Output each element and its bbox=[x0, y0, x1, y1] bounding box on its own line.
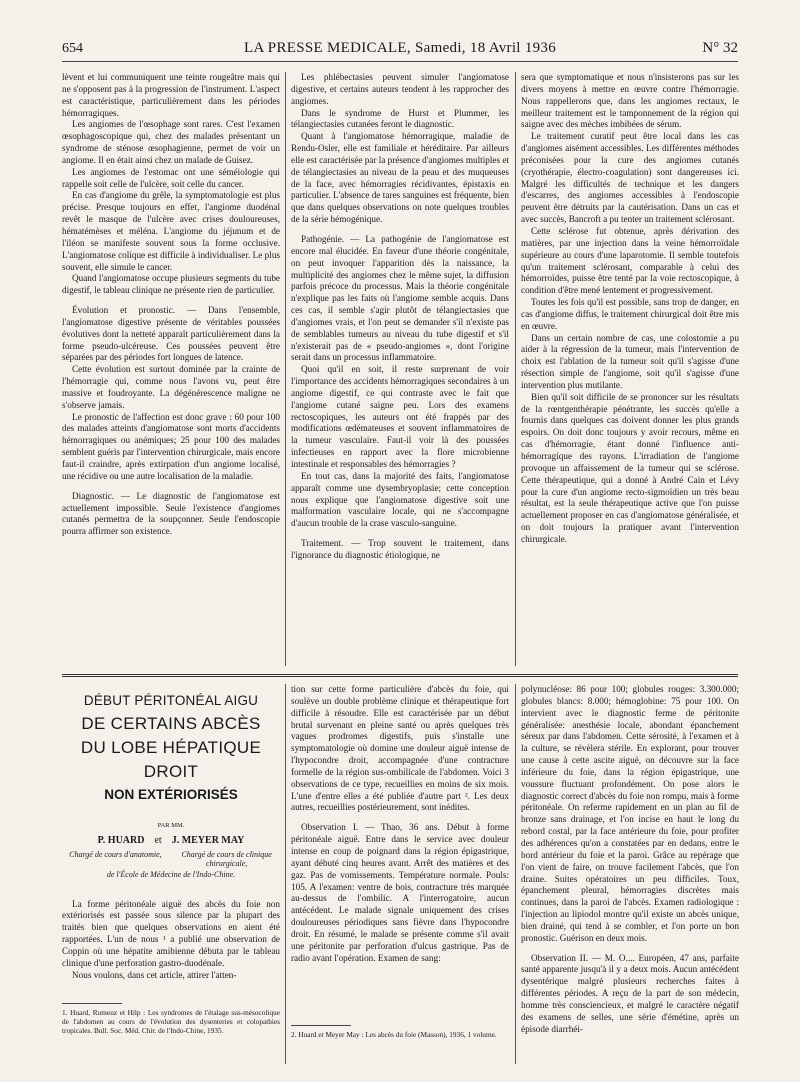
author-1: P. HUARD bbox=[97, 834, 145, 846]
paragraph: Quoi qu'il en soit, il reste surprenant de voir l'importance des accidents hémorragiques secondaires à un angiome digestif, ce qui contraste avec le fait que l'angiome cutané saigne peu. Lors des examens rectoscopiques, les auteurs ont été frappés par des modifications œdémateuses et souvent inflammatoires de la tumeur vasculaire. Faut-il voir là des poussées infectieuses en rapport avec la flore microbienne intestinale et responsables des hémorragies ? bbox=[291, 364, 509, 469]
journal-title: LA PRESSE MEDICALE, Samedi, 18 Avril 1936 bbox=[243, 40, 557, 56]
page-header bbox=[62, 40, 738, 62]
issue-number: N° 32 bbox=[702, 40, 738, 56]
paragraph: Les angiomes de l'estomac ont une séméiologie qui rappelle soit celle de l'ulcère, soit celle du cancer. bbox=[62, 166, 280, 189]
footnote-rule bbox=[291, 1025, 351, 1026]
footnote-rule bbox=[62, 1003, 122, 1004]
paragraph: Le traitement curatif peut être local dans les cas d'angiomes aisément accessibles. Les différentes méthodes préconisées pour la cure des angiomes cutanés (cryothérapie, électro-coagulation) sont dangereuses ici. Malgré les difficultés de technique et les dangers d'escarres, des angiomes accessibles à l'endoscopie peuvent être détruits par la cautérisation. Dans un cas et avec succès, Bancroft a pu tenter un traitement sclérosant. bbox=[521, 131, 739, 225]
footnote-1: 1. Huard, Rumeuz et Hilp : Les syndromes de l'étalage sus-mésocolique de l'abdomen au cours de l'évolution des dysenteries et colopathies tropicales. Bull. Soc. Méd. Chir. de l'Indo-Chine, 1935. bbox=[62, 1008, 280, 1036]
column-3 bbox=[521, 72, 739, 666]
paragraph: Les phlébectasies peuvent simuler l'angiomatose digestive, et certains auteurs tendent à les rapprocher des angiomes. bbox=[291, 72, 509, 106]
observation-1: Observation I. — Thao, 36 ans. Début à forme péritonéale aiguë. Entre dans le service avec douleur intense en coup de poignard dans la région épigastrique, ayant débuté cinq heures avant. Arrêt des matières et des gaz. Pas de vomissements. Température normale. Pouls: 105. A l'examen: ventre de bois, contracture très marquée au-dessus de l'ombilic. A l'interrogatoire, aucun antécédent. Le malade signale uniquement des crises douloureuses périodiques sans fièvre dans l'hypocondre droit. En résumé, le malade se présente comme s'il avait une péritonite par perforation d'ulcus gastrique. Pas de radio avant l'opération. Examen de sang: bbox=[291, 822, 509, 963]
section-separator bbox=[62, 674, 738, 677]
section-pathogenie: Pathogénie. — La pathogénie de l'angiomatose est encore mal élucidée. En faveur d'une théorie congénitale, on peut invoquer l'apparition dès la naissance, la multiplicité des angiomes chez le même sujet, la diffusion parfois précoce du processus. Mais la théorie congénitale n'explique pas les faits où l'angiome semble acquis. Dans ces cas, il semble s'agir plutôt de télangiectasies que d'angiomes vrais, et l'on peut se demander s'il n'existe pas de semblables tumeurs au niveau du tube digestif et s'il n'existerait pas de « pseudo-angiomes », dont l'origine serait dans un processus inflammatoire. bbox=[291, 233, 509, 363]
paragraph: Quand l'angiomatose occupe plusieurs segments du tube digestif, le tableau clinique ne présente rien de particulier. bbox=[62, 273, 280, 296]
paragraph: Cette sclérose fut obtenue, après dérivation des matières, par une injection dans la veine hémorroïdale supérieure au cours d'une laparotomie. Il semble toutefois qu'un traitement sclérosant, comparable à celui des hémorroïdes, puisse être tenté par la voie rectoscopique, à condition d'être mené lentement et progressivement. bbox=[521, 225, 739, 296]
column-1 bbox=[62, 72, 280, 666]
paragraph: Les angiomes de l'œsophage sont rares. C'est l'examen œsophagoscopique qui, chez des malades présentant un syndrome de sténose œsophagienne, permet de voir un angiome. Il en était ainsi chez un malade de Guisez. bbox=[62, 119, 280, 165]
paragraph: tion sur cette forme particulière d'abcès du foie, qui soulève un double problème clinique et thérapeutique fort difficile à résoudre. Elle est caractérisée par un début brutal survenant en pleine santé ou après quelques très vagues prodromes digestifs, puis s'installe une symptomatologie où domine une douleur aiguë intense de l'hypocondre droit, accompagnée d'une contracture formelle de la région sus-ombilicale de l'abdomen. Voici 3 observations de ce type, recueillies en moins de six mois. L'une d'entre elles a été publiée d'autre part ². Les deux autres, recueillies postérieurement, sont inédites. bbox=[291, 684, 509, 813]
paragraph: Dans un certain nombre de cas, une colostomie a pu aider à la régression de la tumeur, mais l'intervention de choix est l'ablation de la tumeur soit qu'il s'agisse d'une résection simple de l'angiome, soit qu'il s'agisse d'une intervention plus mutilante. bbox=[521, 332, 739, 390]
article-column-1 bbox=[62, 684, 280, 1002]
paragraph: Le pronostic de l'affection est donc grave : 60 pour 100 des malades atteints d'angiomatose sont morts d'accidents hémorragiques ou anémiques; 25 pour 100 des malades semblent guéris par l'intervention chirurgicale, mais encore faut-il craindre, après extirpation d'un angiome localisé, une récidive ou une autre localisation de la maladie. bbox=[62, 411, 280, 481]
section-evolution: Évolution et pronostic. — Dans l'ensemble, l'angiomatose digestive présente de véritables poussées évolutives dont la netteté apparaît particulièrement dans la forme pseudo-ulcéreuse. Ces poussées peuvent être séparées par des périodes fort longues de latence. bbox=[62, 305, 280, 363]
paragraph: lèvent et lui communiquent une teinte rougeâtre mais qui ne s'opposent pas à la progression de l'instrument. L'aspect est caractéristique, particulièrement dans les périodes hémorragiques. bbox=[62, 72, 280, 118]
paragraph: Dans le syndrome de Hurst et Plummer, les télangiectasies cutanées feront le diagnostic. bbox=[291, 107, 509, 130]
column-divider bbox=[515, 684, 516, 1064]
authors bbox=[62, 835, 280, 847]
affiliation-1: Chargé de cours d'anatomie, bbox=[69, 849, 162, 859]
affiliation-2: Chargé de cours de clinique chirurgicale, bbox=[181, 849, 272, 869]
affiliation-school: de l'École de Médecine de l'Indo-Chine. bbox=[106, 869, 236, 879]
article-title-line: NON EXTÉRIORISÉS bbox=[104, 787, 238, 802]
affiliations bbox=[62, 850, 280, 869]
paragraph: Cette évolution est surtout dominée par la crainte de l'hémorragie qui, comme nous l'avons vu, peut être massive et foudroyante. La dégénérescence maligne ne s'observe jamais. bbox=[62, 364, 280, 410]
section-traitement: Traitement. — Trop souvent le traitement, dans l'ignorance du diagnostic étiologique, ne bbox=[291, 538, 509, 560]
paragraph: Quant à l'angiomatose hémorragique, maladie de Rendu-Osler, elle est familiale et héréditaire. Par ailleurs elle est caractérisée par la présence d'angiomes multiples et de télangiectasies au niveau de la peau et des muqueuses de la face, avec hémorragies récidivantes, épistaxis en particulier. L'absence de tares sanguines est fréquente, bien que dans quelques observations on note quelques troubles de la série hémogénique. bbox=[291, 131, 509, 225]
column-divider bbox=[285, 72, 286, 666]
page-number: 654 bbox=[62, 41, 83, 56]
article-title-line: DU LOBE HÉPATIQUE DROIT bbox=[80, 738, 262, 781]
article-title-line: DÉBUT PÉRITONÉAL AIGU bbox=[83, 693, 259, 708]
paragraph: Bien qu'il soit difficile de se prononcer sur les résultats de la rœntgenthérapie pénétrante, les succès qu'elle a fournis dans quelques cas doivent donner les plus grands espoirs. On doit donc toujours y avoir recours, même en cas d'hémorragie, étant donné l'influence anti-hémorragique des rayons. L'irradiation de l'angiome provoque un affaissement de la tumeur qui se sclérose. Cette thérapeutique, qui a donné à André Cain et Lévy pour la cure d'un angiome recto-sigmoïdien un très beau résultat, est la seule thérapeutique active que l'on puisse actuellement proposer en cas d'angiomatose généralisée, et on doit toujours la pratiquer avant l'intervention chirurgicale. bbox=[521, 391, 739, 544]
article-title-block bbox=[62, 690, 280, 881]
column-divider bbox=[515, 72, 516, 666]
author-2: J. MEYER MAY bbox=[171, 834, 245, 846]
paragraph: polynucléose: 86 pour 100; globules rouges: 3.300.000; globules blancs: 8.000; hémoglobine: 75 pour 100. On intervient avec le diagnostic ferme de péritonite généralisée: anesthésie locale, abondant épanchement séreux par dans l'abdomen. Cette sérosité, à l'examen et à la culture, se révèlera stérile. En explorant, pour trouver une cause à cette ascite aiguë, on découvre sur la face inférieure du foie, dans la région épigastrique, une voussure fluctuant profondément. On pose alors le diagnostic correct d'abcès du foie non rompu, mais à forme péritonéale. On referme rapidement en un plan au fil de bronze sans drainage, et l'on incise en haut le long du rebord costal, par la face antérieure du foie, pour profiter des adhérences qu'on a constatées par en dedans, entre le bord antérieur du foie et la paroi. Grâce au repérage que l'on vient de faire, on trouve facilement l'abcès, que l'on draine. Suites opératoires un peu difficiles. Toux, épanchement pleural, hémorragies discrètes mais continues, dans la paroi de l'abcès. Examen radiologique : l'injection au lipiodol montre qu'il existe un abcès unique, bien drainé, qui tend à se combler, et l'on porte un bon pronostic. Guérison en deux mois. bbox=[521, 684, 739, 943]
paragraph: La forme péritonéale aiguë des abcès du foie non extériorisés est passée sous silence par la plupart des traités bien que quelques observations en aient été rapportées. L'un de nous ¹ a publié une observation de Coppin où une hépatite amibienne débuta par le tableau clinique d'une perforation gastro-duodénale. bbox=[62, 898, 280, 968]
paragraph: En tout cas, dans la majorité des faits, l'angiomatose apparaît comme une dysembryoplasie; cette conception nous explique que l'angiomatose digestive soit une malformation vasculaire locale, qui ne s'accompagne d'aucun trouble de la crase vasculo-sanguine. bbox=[291, 470, 509, 529]
article-column-2 bbox=[291, 684, 509, 984]
paragraph: Nous voulons, dans cet article, attirer l'atten- bbox=[72, 969, 237, 980]
observation-2: Observation II. — M. O.... Européen, 47 ans, parfaite santé apparente jusqu'à il y a deux mois. Aucun antécédent dysentérique malgré plusieurs recherches faites à différentes périodes. A reçu de la part de son médecin, homme très consciencieux, et malgré le caractère négatif des examens de selles, une série d'émétine, après un épisode diarrhéi- bbox=[521, 952, 739, 1034]
footnote-2: 2. Huard et Meyer May : Les abcès du foie (Masson), 1936, 1 volume. bbox=[291, 1030, 497, 1039]
column-2 bbox=[291, 72, 509, 666]
byline-par: PAR MM. bbox=[157, 822, 185, 829]
section-diagnostic: Diagnostic. — Le diagnostic de l'angiomatose est actuellement impossible. Seule l'existence d'angiomes cutanés permettra de la soupçonner. Seule l'endoscopie pourra affirmer son existence. bbox=[62, 490, 280, 537]
article-column-3 bbox=[521, 684, 739, 1064]
article-title-line: DE CERTAINS ABCÈS bbox=[81, 714, 261, 733]
author-conjunction: et bbox=[154, 834, 162, 846]
paragraph: En cas d'angiome du grêle, la symptomatologie est plus précise. Presque toujours en effet, l'angiome duodénal revêt le masque de l'ulcère avec crises douloureuses, hématémèses et méléna. L'angiome du jéjunum et de l'iléon se manifeste souvent sous la forme occlusive. L'angiomatose colique est difficile à individualiser. Le plus souvent, elle simule le cancer. bbox=[62, 190, 280, 272]
column-divider bbox=[285, 684, 286, 1064]
paragraph: Toutes les fois qu'il est possible, sans trop de danger, en cas d'angiome diffus, le traitement chirurgical doit être mis en œuvre. bbox=[521, 297, 739, 331]
paragraph: sera que symptomatique et nous n'insisterons pas sur les divers moyens à mettre en œuvre contre l'hémorragie. Nous rappellerons que, dans les angiomes rectaux, le meilleur traitement est le tamponnement de la région qui saigne avec des mèches imbibées de sérum. bbox=[521, 72, 739, 130]
